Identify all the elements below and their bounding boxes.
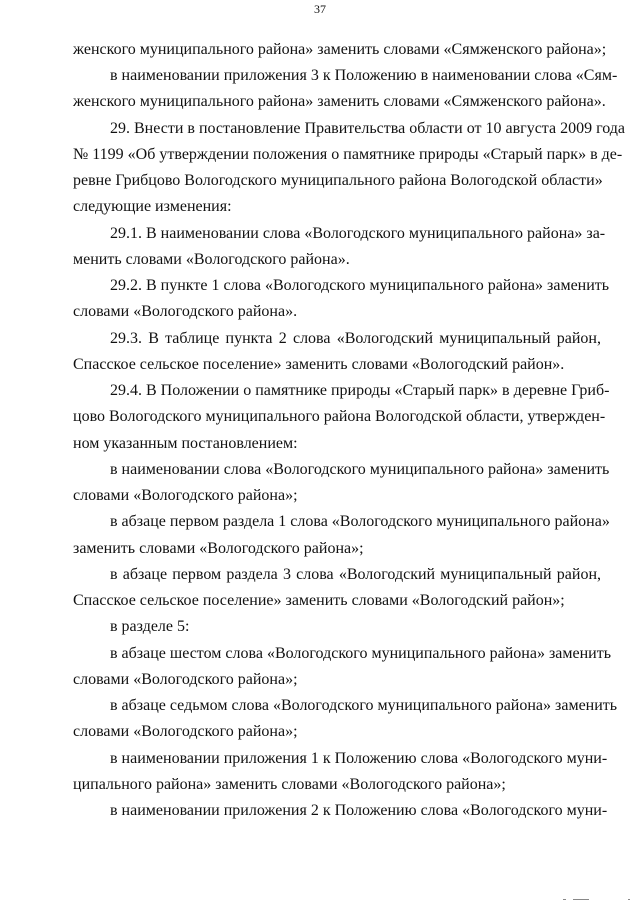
- text-line: 29. Внести в постановление Правительства области от 10 августа 2009 года: [110, 120, 626, 137]
- scan-speck: [573, 899, 589, 900]
- text-line: 29.4. В Положении о памятнике природы «Старый парк» в деревне Гриб-: [110, 382, 610, 399]
- scan-speck: [628, 899, 630, 900]
- text-line: в наименовании приложения 1 к Положению слова «Вологодского муни-: [110, 750, 608, 767]
- text-line: № 1199 «Об утверждении положения о памятнике природы «Старый парк» в де-: [73, 146, 623, 163]
- text-line: словами «Вологодского района».: [73, 303, 298, 320]
- text-line: словами «Вологодского района»;: [73, 723, 298, 740]
- text-line: Спасское сельское поселение» заменить словами «Вологодский район».: [73, 356, 565, 373]
- text-line: 29.2. В пункте 1 слова «Вологодского муниципального района» заменить: [110, 277, 610, 294]
- text-line: в разделе 5:: [110, 618, 190, 635]
- text-line: женского муниципального района» заменить словами «Сямженского района».: [73, 93, 606, 110]
- text-line: 29.1. В наименовании слова «Вологодского муниципального района» за-: [110, 225, 606, 242]
- text-line: ревне Грибцово Вологодского муниципального района Вологодской области»: [73, 172, 603, 189]
- text-line: менить словами «Вологодского района».: [73, 251, 350, 268]
- text-line: Спасское сельское поселение» заменить словами «Вологодский район»;: [73, 592, 565, 609]
- text-line: в наименовании приложения 2 к Положению слова «Вологодского муни-: [110, 802, 608, 819]
- text-line: ном указанным постановлением:: [73, 435, 298, 452]
- text-line: в абзаце седьмом слова «Вологодского муниципального района» заменить: [110, 697, 618, 714]
- text-line: ципального района» заменить словами «Вологодского района»;: [73, 776, 506, 793]
- scan-speck: [563, 899, 566, 900]
- page-number: 37: [314, 2, 326, 16]
- text-line: словами «Вологодского района»;: [73, 487, 298, 504]
- text-line: в абзаце первом раздела 3 слова «Вологодский муниципальный район,: [110, 566, 601, 583]
- text-line: в наименовании приложения 3 к Положению в наименовании слова «Сям-: [110, 67, 618, 84]
- text-line: в наименовании слова «Вологодского муниципального района» заменить: [110, 461, 610, 478]
- text-line: в абзаце шестом слова «Вологодского муниципального района» заменить: [110, 645, 612, 662]
- text-line: словами «Вологодского района»;: [73, 671, 298, 688]
- text-line: женского муниципального района» заменить словами «Сямженского района»;: [73, 41, 607, 58]
- text-line: в абзаце первом раздела 1 слова «Вологодского муниципального района»: [110, 513, 610, 530]
- text-line: следующие изменения:: [73, 198, 232, 215]
- text-line: 29.3. В таблице пункта 2 слова «Вологодский муниципальный район,: [110, 330, 601, 347]
- text-line: цово Вологодского муниципального района Вологодской области, утвержден-: [73, 408, 606, 425]
- text-line: заменить словами «Вологодского района»;: [73, 540, 364, 557]
